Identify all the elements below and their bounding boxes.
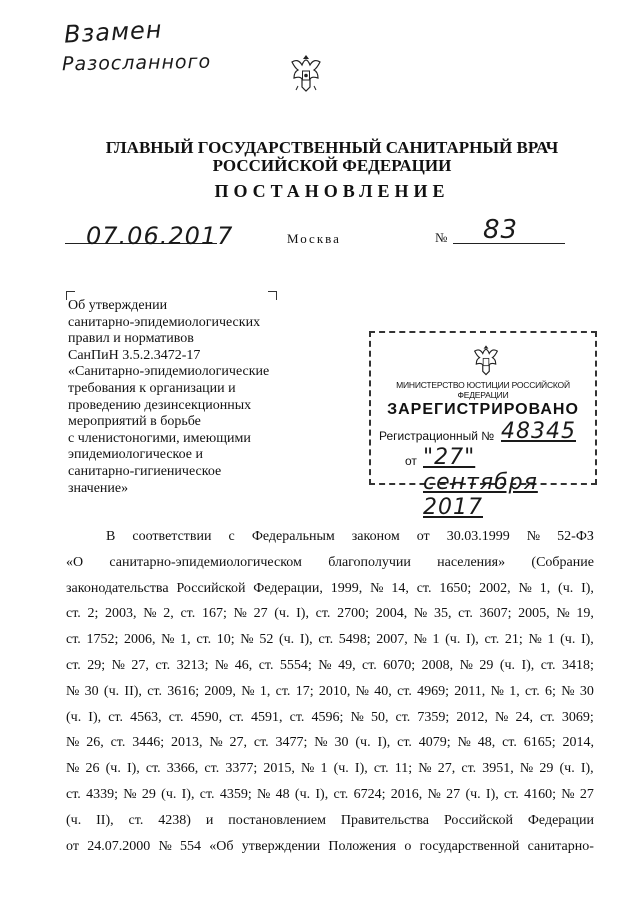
body-line: ст. 4339; № 29 (ч. I), ст. 4359; № 48 (ч. I), ст. 6724; 2016, № 27 (ч. I), ст. 4160; № 27 [66,786,594,802]
subject-line: «Санитарно-эпидемиологические [68,364,270,380]
body-line: от 24.07.2000 № 554 «Об утверждении Положения о государственной санитарно- [66,838,594,854]
body-line: «О санитарно-эпидемиологическом благополучии населения» (Собрание [66,554,594,570]
subject-line: санитарно-гигиеническое [68,463,222,479]
body-line: ст. 29; № 27, ст. 3213; № 46, ст. 5554; № 49, ст. 6070; 2008, № 29 (ч. I), ст. 3418; [66,657,594,673]
handwritten-note-line-1: Взамен [63,15,164,49]
body-line: ст. 2; 2003, № 2, ст. 167; № 27 (ч. I), ст. 2700; 2004, № 35, ст. 3607; 2005, № 19, [66,606,594,622]
subject-line: проведению дезинсекционных [68,397,252,413]
subject-line: с членистоногими, имеющими [68,430,251,446]
organization-title: ГЛАВНЫЙ ГОСУДАРСТВЕННЫЙ САНИТАРНЫЙ ВРАЧ [105,138,559,157]
handwritten-note-line-2: Разосланного [61,50,212,76]
stamp-status: ЗАРЕГИСТРИРОВАНО [387,401,579,418]
stamp-ministry: МИНИСТЕРСТВО ЮСТИЦИИ РОССИЙСКОЙ ФЕДЕРАЦИИ [396,380,570,400]
stamp-coat-of-arms-icon [471,343,501,377]
subject-line: правил и нормативов [68,331,194,347]
stamp-date: "27" сентября 2017 [423,445,538,520]
city-label: Москва [287,231,341,246]
subject-line: мероприятий в борьбе [68,414,201,430]
body-line: № 30 (ч. II), ст. 3616; 2009, № 1, ст. 17; 2010, № 40, ст. 4969; 2011, № 1, ст. 6; № 30 [66,683,594,699]
body-line: № 26 (ч. I), ст. 3366, ст. 3377; 2015, № 1 (ч. I), ст. 11; № 27, ст. 3951, № 29 (ч. I), [66,761,594,777]
subject-line: эпидемиологическое и [68,447,204,463]
body-line: (ч. I), ст. 4563, ст. 4590, ст. 4591, ст. 4596; № 50, ст. 7359; 2012, № 24, ст. 3069; [66,709,594,725]
subject-line: санитарно-эпидемиологических [68,314,261,330]
stamp-reg-number: 48345 [501,419,576,444]
subject-line: значение» [68,480,129,496]
body-line: (ч. II), ст. 4238) и постановлением Правительства Российской Федерации [66,812,594,828]
document-date: 07.06.2017 [86,222,234,250]
registration-stamp [369,331,597,520]
organization-subtitle: РОССИЙСКОЙ ФЕДЕРАЦИИ [212,156,452,175]
subject-line: СанПиН 3.5.2.3472-17 [68,347,201,363]
subject-line: Об утверждении [68,298,168,313]
number-label: № [435,230,448,245]
body-line: законодательства Российской Федерации, 1999, № 14, ст. 1650; 2002, № 1, (ч. I), [66,580,594,596]
document-type: ПОСТАНОВЛЕНИЕ [214,181,450,201]
stamp-reg-label: Регистрационный № [379,429,495,443]
subject-line: требования к организации и [68,380,236,396]
body-line: В соответствии с Федеральным законом от 30.03.1999 № 52-ФЗ [106,529,594,544]
document-number: 83 [483,215,519,245]
stamp-date-label: от [405,454,417,468]
document-body [66,524,594,859]
body-line: ст. 1752; 2006, № 1, ст. 10; № 52 (ч. I), ст. 5498; 2007, № 1 (ч. I), ст. 21; № 1 (ч. I), [66,632,594,648]
coat-of-arms-icon [288,52,324,94]
document-subject [68,298,300,497]
body-line: № 26, ст. 3446; 2013, № 27, ст. 3477; № 30 (ч. I), ст. 4079; № 48, ст. 6165; 2014, [66,735,594,751]
